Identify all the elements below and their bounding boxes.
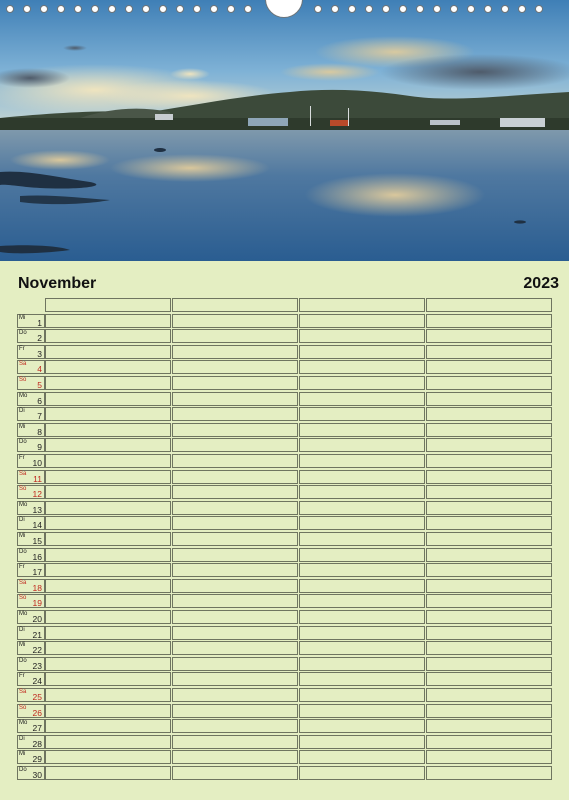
entry-cell[interactable] [45, 657, 171, 671]
binding-hole [365, 5, 373, 13]
entry-cell[interactable] [45, 594, 171, 608]
entry-cell[interactable] [45, 548, 171, 562]
entry-cell[interactable] [299, 485, 425, 499]
day-number: 30 [32, 770, 42, 780]
entry-cell[interactable] [45, 735, 171, 749]
day-number: 27 [32, 723, 42, 734]
day-number: 13 [32, 504, 42, 515]
day-number: 16 [32, 551, 42, 562]
day-label-cell [17, 610, 45, 624]
entry-cell[interactable] [426, 407, 552, 421]
weekday-label: Mo [19, 501, 28, 508]
day-label-cell [17, 516, 45, 530]
entry-cell[interactable] [426, 579, 552, 593]
weekday-label: Do [19, 439, 27, 446]
binding-hole [244, 5, 252, 13]
day-label-cell [17, 735, 45, 749]
entry-cell[interactable] [172, 423, 298, 437]
day-number: 23 [32, 660, 42, 671]
day-number: 10 [32, 458, 42, 468]
day-label-cell [17, 407, 45, 421]
binding-hole [91, 5, 99, 13]
entry-cell[interactable] [45, 719, 171, 733]
binding-hole [484, 5, 492, 13]
weekday-label: Do [19, 767, 27, 773]
entry-cell[interactable] [45, 532, 171, 546]
binding-hole [535, 5, 543, 13]
entry-cell[interactable] [172, 750, 298, 764]
day-label-cell [17, 579, 45, 593]
day-label-cell [17, 750, 45, 764]
binding-hole [6, 5, 14, 13]
day-number: 19 [32, 598, 42, 609]
entry-cell[interactable] [299, 329, 425, 343]
entry-cell[interactable] [299, 719, 425, 733]
day-label-cell [17, 329, 45, 343]
entry-cell[interactable] [45, 360, 171, 374]
weekday-label: Mi [19, 533, 26, 539]
hanger-notch [265, 0, 303, 18]
day-number: 6 [37, 395, 42, 406]
day-number: 24 [32, 676, 42, 687]
binding-hole [108, 5, 116, 13]
entry-cell[interactable] [45, 470, 171, 484]
entry-cell[interactable] [45, 407, 171, 421]
weekday-label: Sa [19, 579, 27, 586]
day-label-cell [17, 314, 45, 328]
day-label-cell [17, 376, 45, 390]
entry-cell[interactable] [426, 454, 552, 468]
entry-cell[interactable] [426, 641, 552, 655]
entry-cell[interactable] [426, 376, 552, 390]
entry-cell[interactable] [299, 657, 425, 671]
entry-cell[interactable] [172, 704, 298, 718]
entry-cell[interactable] [172, 594, 298, 608]
day-label-cell [17, 548, 45, 562]
entry-cell[interactable] [172, 579, 298, 593]
entry-cell[interactable] [426, 735, 552, 749]
day-number: 25 [32, 692, 42, 702]
entry-cell[interactable] [299, 360, 425, 374]
day-label-cell [17, 485, 45, 499]
day-label-cell [17, 454, 45, 468]
entry-cell[interactable] [45, 579, 171, 593]
entry-cell[interactable] [45, 750, 171, 764]
entry-cell[interactable] [45, 392, 171, 406]
day-number: 15 [32, 536, 42, 546]
weekday-label: Mi [19, 314, 26, 321]
entry-cell[interactable] [172, 688, 298, 702]
weekday-label: Mi [19, 751, 26, 758]
entry-cell[interactable] [299, 672, 425, 686]
entry-cell[interactable] [45, 610, 171, 624]
binding-hole [23, 5, 31, 13]
entry-cell[interactable] [299, 516, 425, 530]
entry-cell[interactable] [299, 376, 425, 390]
day-label-cell [17, 501, 45, 515]
entry-cell[interactable] [172, 563, 298, 577]
weekday-label: Mo [19, 611, 28, 617]
entry-cell[interactable] [426, 750, 552, 764]
entry-cell[interactable] [45, 345, 171, 359]
entry-cell[interactable] [172, 485, 298, 499]
day-label-cell [17, 641, 45, 655]
weekday-label: Fr [19, 673, 25, 680]
weekday-label: Fr [19, 564, 25, 571]
weekday-label: So [19, 595, 27, 602]
day-number: 22 [32, 645, 42, 656]
binding-hole [382, 5, 390, 13]
entry-cell[interactable] [299, 454, 425, 468]
binding-hole [348, 5, 356, 13]
entry-cell[interactable] [45, 423, 171, 437]
entry-cell[interactable] [299, 345, 425, 359]
entry-cell[interactable] [299, 548, 425, 562]
weekday-label: Di [19, 626, 25, 633]
day-number: 11 [33, 473, 42, 484]
entry-cell[interactable] [299, 704, 425, 718]
entry-cell[interactable] [426, 329, 552, 343]
entry-cell[interactable] [426, 626, 552, 640]
entry-cell[interactable] [426, 610, 552, 624]
entry-cell[interactable] [426, 438, 552, 452]
binding-hole [176, 5, 184, 13]
entry-cell[interactable] [172, 766, 298, 780]
binding-hole [416, 5, 424, 13]
entry-cell[interactable] [299, 750, 425, 764]
entry-cell[interactable] [299, 423, 425, 437]
entry-cell[interactable] [172, 672, 298, 686]
entry-cell[interactable] [172, 454, 298, 468]
entry-cell[interactable] [426, 657, 552, 671]
weekday-label: Sa [19, 470, 27, 477]
binding-hole [518, 5, 526, 13]
entry-cell[interactable] [172, 360, 298, 374]
day-number: 3 [37, 348, 42, 359]
entry-cell[interactable] [426, 672, 552, 686]
entry-cell[interactable] [45, 704, 171, 718]
entry-cell[interactable] [299, 610, 425, 624]
day-number: 14 [32, 520, 42, 531]
binding-hole [399, 5, 407, 13]
weekday-label: Sa [19, 361, 27, 368]
entry-cell[interactable] [299, 579, 425, 593]
weekday-label: Do [19, 548, 27, 555]
day-number: 18 [32, 582, 42, 593]
entry-cell[interactable] [299, 735, 425, 749]
entry-cell[interactable] [172, 314, 298, 328]
day-number: 17 [32, 567, 42, 578]
entry-cell[interactable] [45, 563, 171, 577]
entry-cell[interactable] [172, 329, 298, 343]
entry-cell[interactable] [299, 501, 425, 515]
binding-hole [227, 5, 235, 13]
weekday-label: Mo [19, 392, 28, 399]
entry-cell[interactable] [299, 688, 425, 702]
day-number: 29 [32, 754, 42, 765]
entry-cell[interactable] [299, 532, 425, 546]
member-name-cell[interactable] [426, 298, 552, 312]
weekday-label: Mi [19, 642, 26, 649]
entry-cell[interactable] [172, 438, 298, 452]
entry-cell[interactable] [45, 626, 171, 640]
entry-cell[interactable] [426, 392, 552, 406]
binding-hole [210, 5, 218, 13]
entry-cell[interactable] [172, 610, 298, 624]
day-label-cell [17, 470, 45, 484]
day-number: 7 [37, 411, 42, 422]
binding-hole [433, 5, 441, 13]
entry-cell[interactable] [426, 360, 552, 374]
entry-cell[interactable] [45, 766, 171, 780]
entry-cell[interactable] [172, 735, 298, 749]
month-title: November [18, 275, 97, 292]
day-label-cell [17, 594, 45, 608]
day-label-cell [17, 345, 45, 359]
entry-cell[interactable] [299, 470, 425, 484]
weekday-label: So [19, 486, 27, 493]
entry-cell[interactable] [426, 688, 552, 702]
day-number: 9 [37, 442, 42, 453]
calendar-photo [0, 0, 569, 261]
member-name-cell[interactable] [172, 298, 298, 312]
spiral-binding [0, 0, 569, 18]
entry-cell[interactable] [426, 485, 552, 499]
entry-cell[interactable] [45, 454, 171, 468]
binding-hole [125, 5, 133, 13]
entry-cell[interactable] [45, 314, 171, 328]
day-number: 4 [37, 364, 42, 375]
entry-cell[interactable] [299, 641, 425, 655]
weekday-label: Fr [19, 455, 25, 461]
day-label-cell [17, 438, 45, 452]
entry-cell[interactable] [299, 626, 425, 640]
entry-cell[interactable] [299, 766, 425, 780]
day-label-cell [17, 392, 45, 406]
member-name-cell[interactable] [299, 298, 425, 312]
binding-hole [314, 5, 322, 13]
entry-cell[interactable] [172, 516, 298, 530]
day-number: 12 [32, 489, 42, 500]
day-number: 2 [37, 333, 42, 344]
entry-cell[interactable] [299, 438, 425, 452]
entry-cell[interactable] [172, 392, 298, 406]
entry-cell[interactable] [426, 594, 552, 608]
binding-hole [193, 5, 201, 13]
entry-cell[interactable] [426, 766, 552, 780]
binding-hole [450, 5, 458, 13]
entry-cell[interactable] [426, 719, 552, 733]
day-label-cell [17, 719, 45, 733]
entry-cell[interactable] [426, 532, 552, 546]
day-label-cell [17, 423, 45, 437]
day-label-cell [17, 360, 45, 374]
day-label-cell [17, 688, 45, 702]
entry-cell[interactable] [172, 345, 298, 359]
day-number: 20 [32, 614, 42, 624]
day-number: 5 [37, 380, 42, 390]
weekday-label: Sa [19, 689, 27, 695]
entry-cell[interactable] [172, 470, 298, 484]
day-number: 8 [37, 426, 42, 437]
entry-cell[interactable] [172, 719, 298, 733]
day-number: 26 [32, 707, 42, 718]
weekday-label: Fr [19, 345, 25, 352]
member-name-cell[interactable] [45, 298, 171, 312]
weekday-label: Di [19, 408, 25, 415]
day-label-cell [17, 626, 45, 640]
entry-cell[interactable] [45, 438, 171, 452]
binding-hole [331, 5, 339, 13]
entry-cell[interactable] [426, 470, 552, 484]
entry-cell[interactable] [426, 563, 552, 577]
entry-cell[interactable] [299, 314, 425, 328]
day-number: 1 [37, 317, 42, 328]
entry-cell[interactable] [172, 407, 298, 421]
day-label-cell [17, 766, 45, 780]
entry-cell[interactable] [45, 501, 171, 515]
entry-cell[interactable] [299, 594, 425, 608]
weekday-label: Do [19, 657, 27, 664]
entry-cell[interactable] [299, 563, 425, 577]
entry-cell[interactable] [172, 626, 298, 640]
weekday-label: So [19, 704, 27, 711]
binding-hole [159, 5, 167, 13]
entry-cell[interactable] [172, 376, 298, 390]
entry-cell[interactable] [45, 672, 171, 686]
day-label-cell [17, 657, 45, 671]
entry-cell[interactable] [426, 704, 552, 718]
entry-cell[interactable] [299, 392, 425, 406]
weekday-label: Di [19, 517, 25, 524]
day-label-cell [17, 563, 45, 577]
entry-cell[interactable] [45, 516, 171, 530]
weekday-label: Di [19, 735, 25, 742]
binding-hole [74, 5, 82, 13]
entry-cell[interactable] [45, 485, 171, 499]
entry-cell[interactable] [426, 423, 552, 437]
weekday-label: Mo [19, 720, 28, 727]
entry-cell[interactable] [45, 329, 171, 343]
binding-hole [142, 5, 150, 13]
entry-cell[interactable] [426, 516, 552, 530]
entry-cell[interactable] [172, 501, 298, 515]
day-number: 28 [32, 738, 42, 749]
day-number: 21 [32, 629, 42, 640]
entry-cell[interactable] [45, 688, 171, 702]
entry-cell[interactable] [426, 501, 552, 515]
entry-cell[interactable] [45, 376, 171, 390]
entry-cell[interactable] [426, 548, 552, 562]
weekday-label: Do [19, 330, 27, 337]
binding-hole [467, 5, 475, 13]
day-label-cell [17, 672, 45, 686]
entry-cell[interactable] [299, 407, 425, 421]
binding-hole [57, 5, 65, 13]
day-label-cell [17, 704, 45, 718]
binding-hole [40, 5, 48, 13]
entry-cell[interactable] [172, 532, 298, 546]
weekday-label: So [19, 377, 27, 383]
weekday-label: Mi [19, 423, 26, 430]
entry-cell[interactable] [172, 657, 298, 671]
entry-cell[interactable] [172, 548, 298, 562]
entry-cell[interactable] [172, 641, 298, 655]
day-label-cell [17, 532, 45, 546]
year-title: 2023 [523, 275, 559, 292]
entry-cell[interactable] [426, 314, 552, 328]
entry-cell[interactable] [45, 641, 171, 655]
binding-hole [501, 5, 509, 13]
entry-cell[interactable] [426, 345, 552, 359]
